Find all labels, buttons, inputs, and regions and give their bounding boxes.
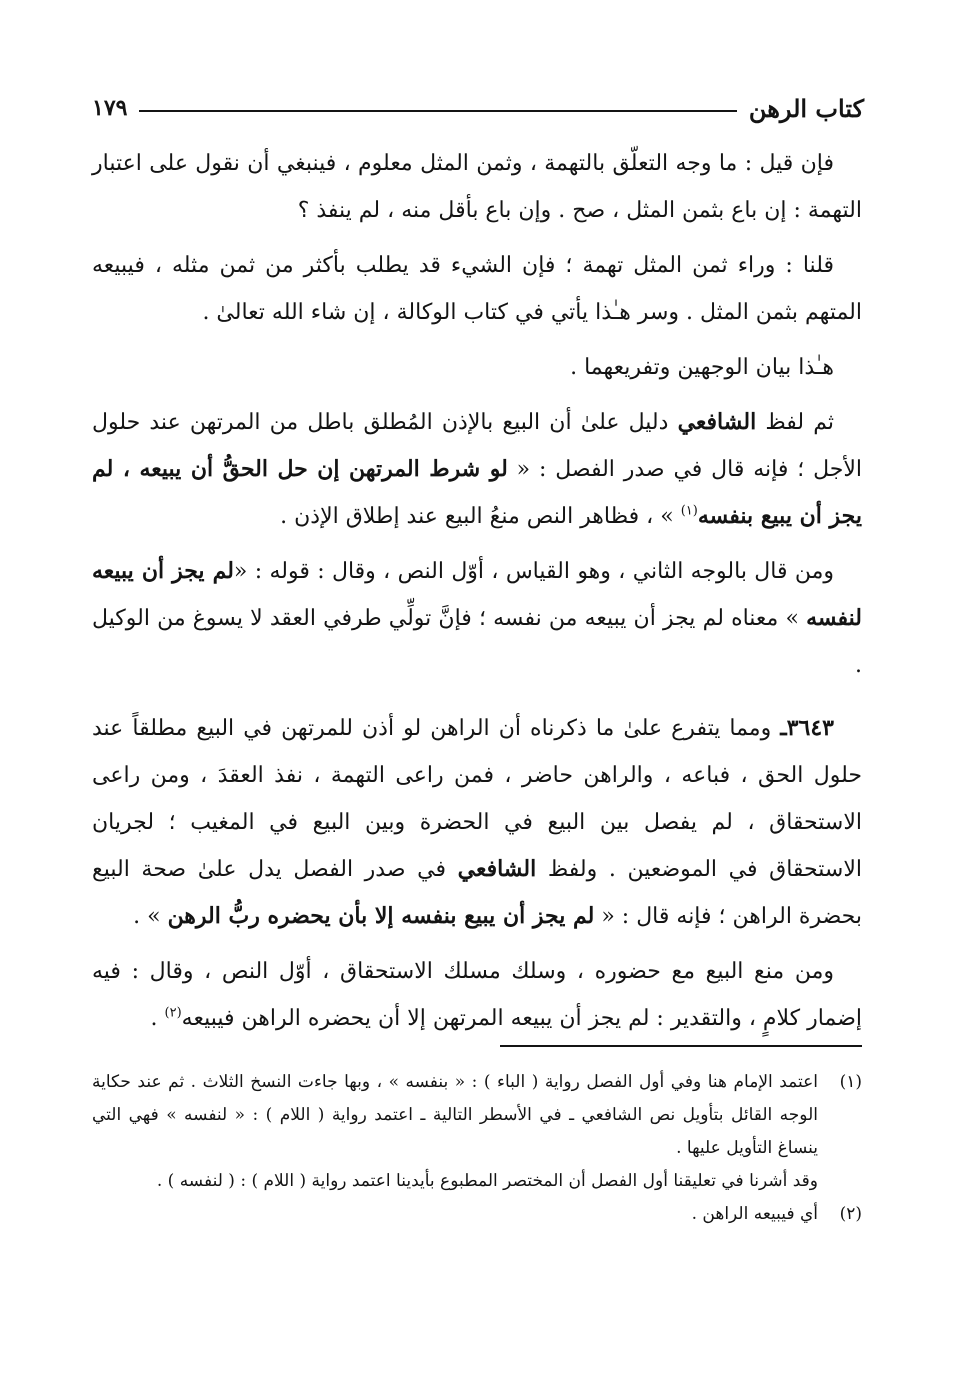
text-run: » معناه لم يجز أن يبيعه من نفسه ؛ فإنَّ تولِّي طرفي العقد لا يسوغ من الوكيل . [92, 606, 862, 678]
text-run: ومن قال بالوجه الثاني ، وهو القياس ، أوّل النص ، وقال : قوله : « [233, 559, 834, 584]
text-run: ثم لفظ [756, 410, 835, 435]
running-header [92, 86, 864, 130]
footnote-2 [92, 1198, 862, 1231]
bold-quote: لو شرط المرتهن إن حل الحقُّ أن يبيعه ، لم يجز أن يبيع بنفسه [92, 456, 862, 529]
footnote-separator [500, 1045, 862, 1047]
text-run: . [150, 1006, 165, 1031]
bold-name: الشافعي [677, 409, 757, 435]
footnote-1-continuation: وقد أشرنا في تعليقنا أول الفصل أن المختصر المطبوع بأيدينا اعتمد رواية ( اللام ) : ( لنفسه ) . [156, 1171, 818, 1191]
bold-quote: لم يجز أن يبيع بنفسه إلا بأن يحضره ربُّ الرهن [167, 903, 595, 929]
page-number: ١٧٩ [92, 95, 128, 121]
paragraph-3: هـٰذا بيان الوجهين وتفريعهما . [570, 355, 834, 380]
paragraph-2: قلنا : وراء ثمن المثل تهمة ؛ فإن الشيء قد يطلب بأكثر من ثمن مثله ، فيبيعه المتهم بثمن المثل . وسر هـٰذا يأتي في كتاب الوكالة ، إن شاء الله تعالىٰ . [92, 253, 862, 325]
footnote-number: (١) [839, 1072, 862, 1092]
text-run: في صدر الفصل يدل علىٰ صحة البيع بحضرة الراهن ؛ فإنه قال : « [92, 857, 862, 929]
footnote-ref-2: (٢) [164, 1005, 182, 1021]
footnote-number: (٢) [839, 1204, 862, 1224]
bold-name: الشافعي [457, 856, 537, 882]
bold-quote: لم يجز أن يبيعه لنفسه [92, 558, 862, 631]
footnote-text: اعتمد الإمام هنا وفي أول الفصل رواية ( الباء ) : « بنفسه » ، وبها جاءت النسخ الثلاث . ثم عند حكاية الوجه القائل بتأويل نص الشافعي ـ في الأسطر التالية ـ اعتمد رواية ( اللام ) : « لنفسه » فهي التي ينساغ التأويل عليها . [92, 1072, 818, 1158]
footnote-1 [92, 1066, 862, 1165]
paragraph-7 [92, 948, 862, 1042]
paragraph-5 [92, 548, 862, 689]
text-run: دليل علىٰ أن البيع بالإذن المُطلق باطل من المرتهن عند حلول الأجل ؛ فإنه قال في صدر الفصل : « [92, 410, 862, 482]
paragraph-1: فإن قيل : ما وجه التعلّق بالتهمة ، وثمن المثل معلوم ، فينبغي أن نقول على اعتبار التهمة : إن باع بثمن المثل ، صح . وإن باع بأقل منه ، لم ينفذ ؟ [92, 151, 862, 223]
text-run: ومن منع البيع مع حضوره ، وسلك مسلك الاستحقاق ، أوّل النص ، وقال : فيه إضمار كلامٍ ، والتقدير : لم يجز أن يبيعه المرتهن إلا أن يحضره الراهن فيبيعه [92, 959, 862, 1031]
footnotes [92, 1066, 862, 1231]
text-run: » . [133, 904, 168, 929]
text-run: ومما يتفرع علىٰ ما ذكرناه أن الراهن لو أذن للمرتهن في البيع مطلقاً عند حلول الحق ، فباعه ، والراهن حاضر ، فمن راعى التهمة ، نفذ العقدَ ، ومن راعى الاستحقاق ، لم يفصل بين البيع في الحضرة وبين البيع في المغيب ؛ لجريان الاستحقاق في الموضعين . ولفظ [92, 716, 862, 882]
footnote-text: أي فيبيعه الراهن . [691, 1204, 818, 1224]
header-rule [139, 110, 736, 112]
paragraph-4 [92, 399, 862, 540]
issue-number: ٣٦٤٣ـ [780, 715, 834, 741]
paragraph-6 [92, 705, 862, 940]
main-text [92, 140, 862, 1050]
footnote-ref-1: (١) [680, 503, 698, 519]
text-run: » ، فظاهر النص منعُ البيع عند إطلاق الإذن . [280, 504, 681, 529]
book-title: كتاب الرهن [748, 93, 864, 123]
